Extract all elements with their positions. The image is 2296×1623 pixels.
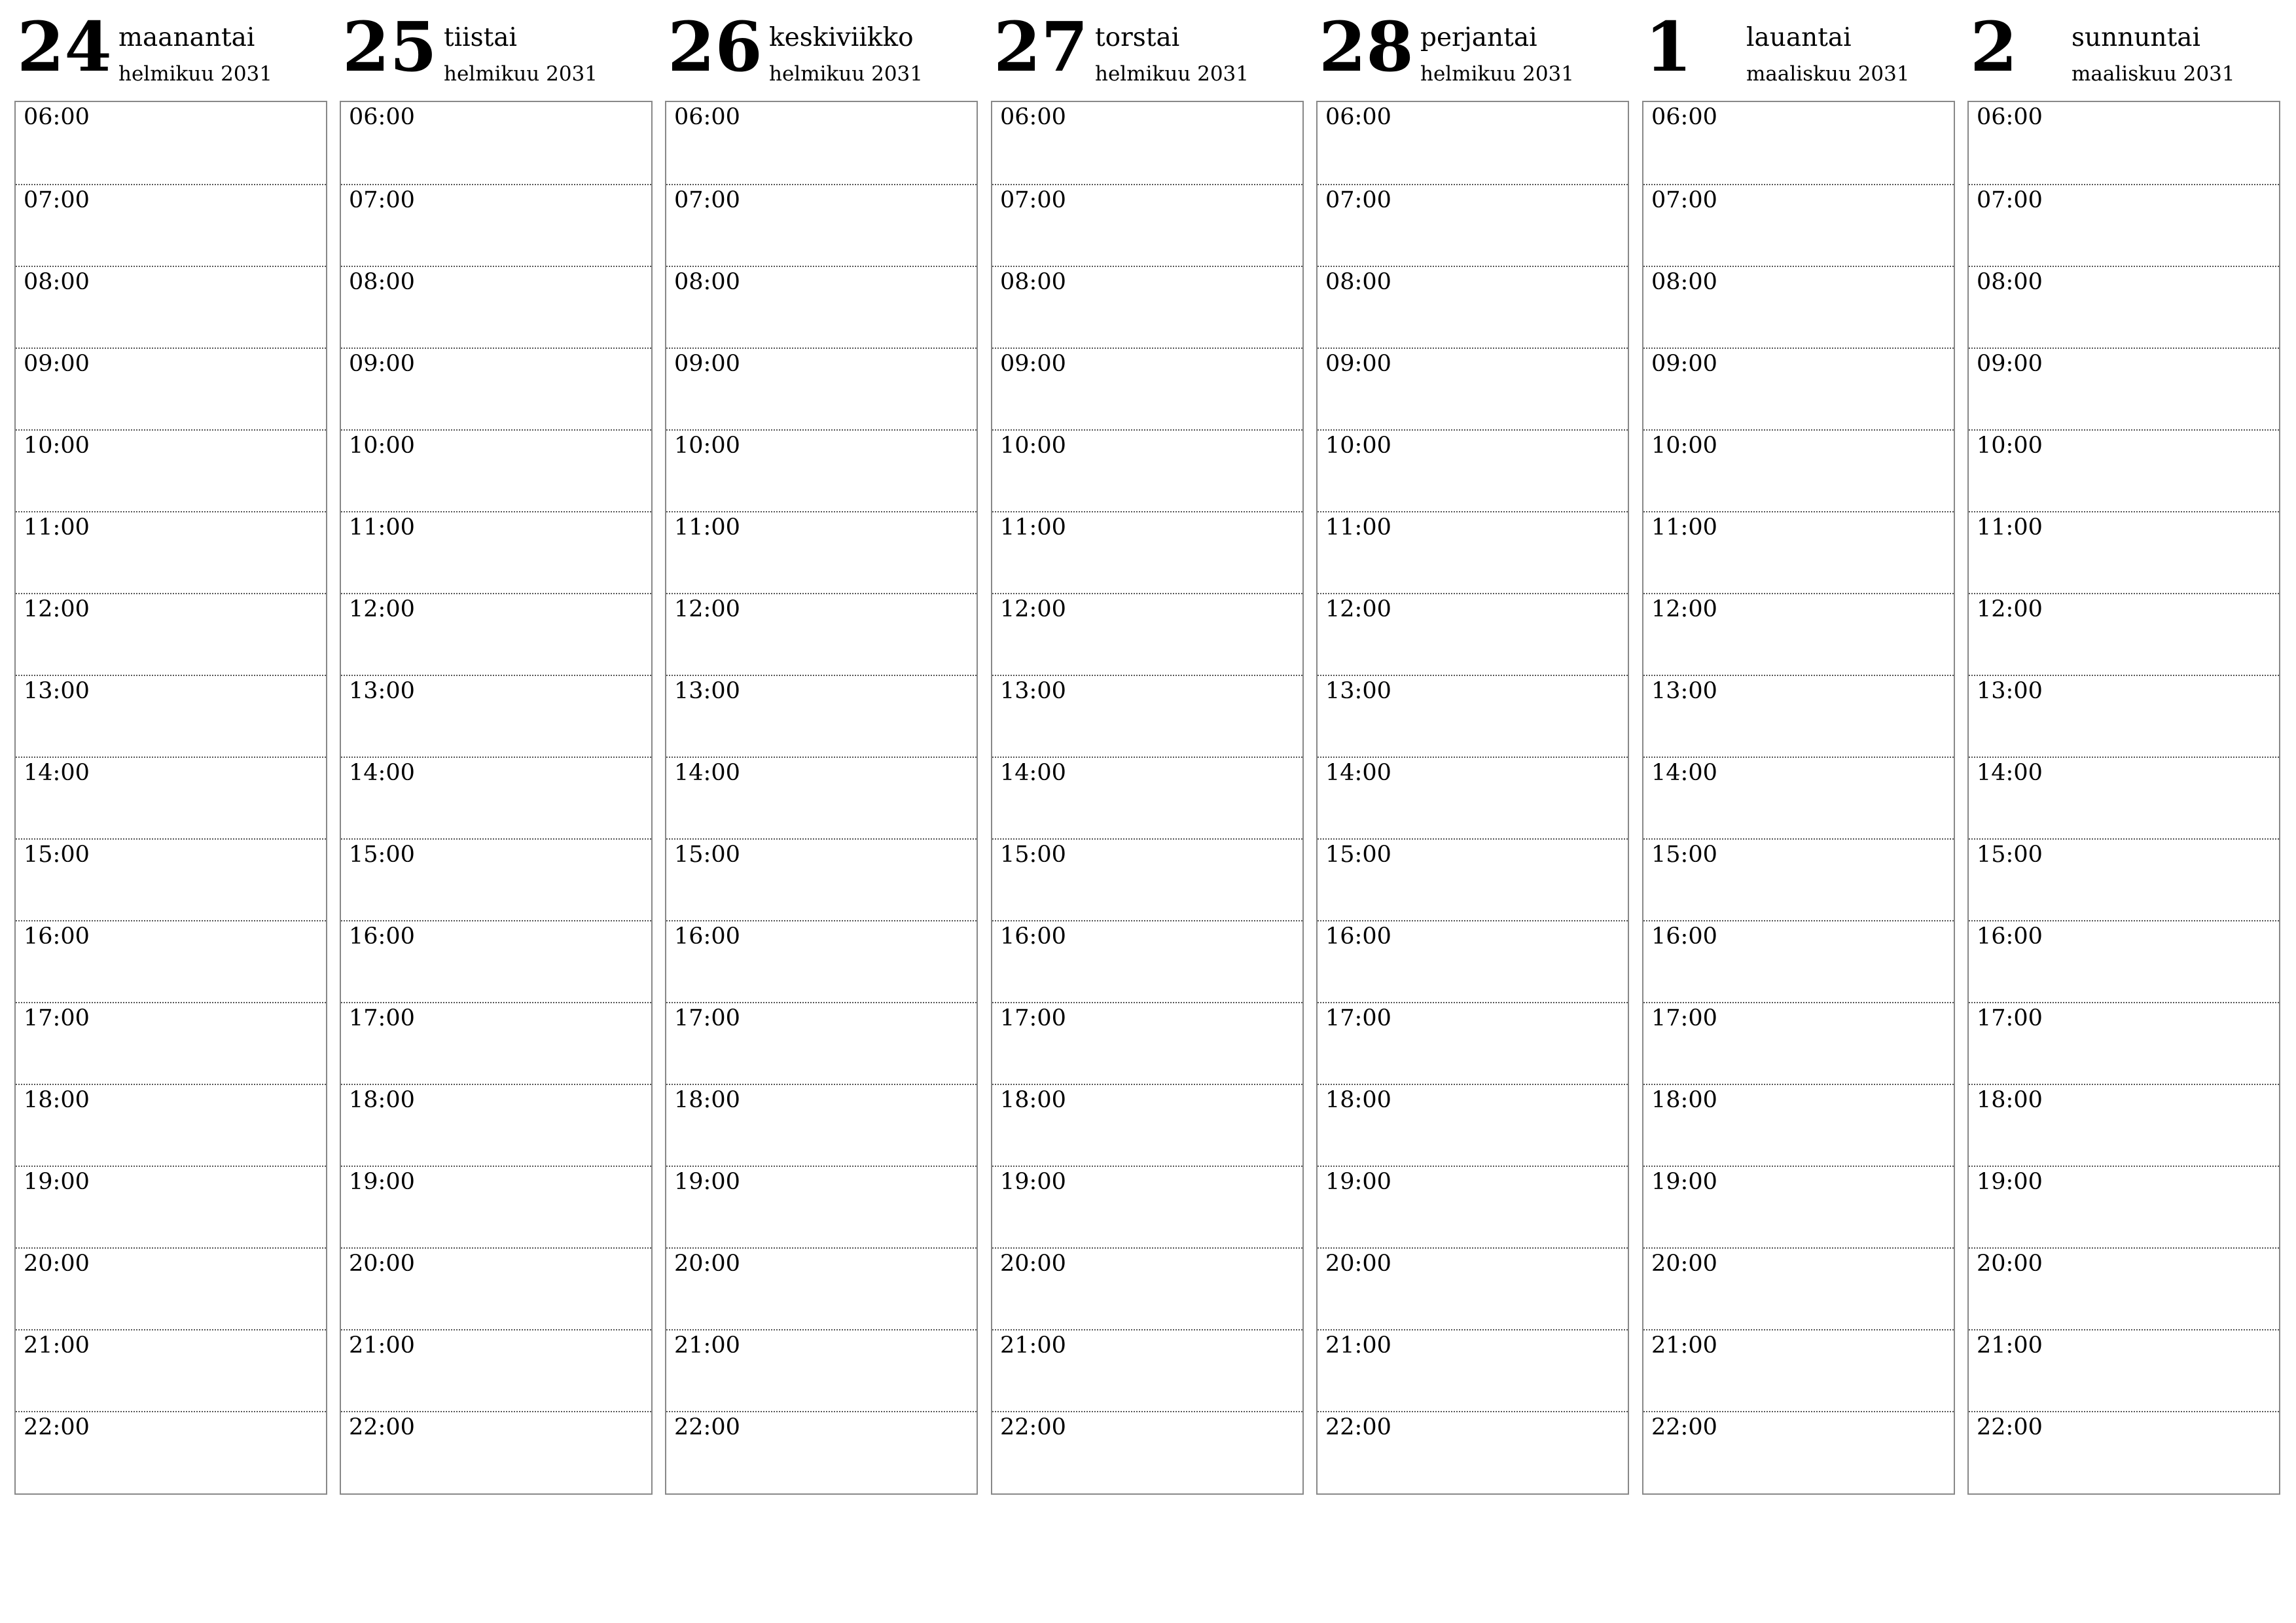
time-slot[interactable] bbox=[1318, 757, 1628, 838]
time-slot[interactable] bbox=[666, 429, 977, 511]
time-label: 09:00 bbox=[349, 351, 415, 377]
time-label: 19:00 bbox=[349, 1169, 415, 1195]
time-slot[interactable] bbox=[1318, 1247, 1628, 1329]
time-slot[interactable] bbox=[1969, 266, 2279, 348]
time-slot[interactable] bbox=[341, 1329, 651, 1411]
time-label: 22:00 bbox=[674, 1414, 740, 1440]
time-slot[interactable] bbox=[16, 1084, 326, 1166]
time-slot[interactable] bbox=[1318, 1166, 1628, 1247]
time-label: 16:00 bbox=[349, 923, 415, 950]
time-label: 13:00 bbox=[349, 678, 415, 704]
day-number: 28 bbox=[1319, 7, 1414, 87]
day-header bbox=[1316, 0, 1629, 98]
time-label: 20:00 bbox=[349, 1251, 415, 1277]
time-slot[interactable] bbox=[341, 429, 651, 511]
time-label: 10:00 bbox=[24, 433, 90, 459]
day-number: 2 bbox=[1970, 7, 2018, 87]
time-label: 06:00 bbox=[1977, 104, 2043, 130]
time-slot[interactable] bbox=[16, 593, 326, 675]
time-label: 07:00 bbox=[674, 187, 740, 213]
time-label: 10:00 bbox=[674, 433, 740, 459]
time-slot[interactable] bbox=[992, 102, 1302, 184]
time-label: 17:00 bbox=[674, 1005, 740, 1031]
time-label: 07:00 bbox=[1325, 187, 1391, 213]
time-slot[interactable] bbox=[341, 1166, 651, 1247]
time-label: 08:00 bbox=[1977, 269, 2043, 295]
time-slot[interactable] bbox=[666, 593, 977, 675]
time-slot[interactable] bbox=[341, 511, 651, 593]
time-slot[interactable] bbox=[666, 675, 977, 757]
time-slot[interactable] bbox=[341, 184, 651, 266]
time-label: 06:00 bbox=[1651, 104, 1717, 130]
time-label: 12:00 bbox=[349, 596, 415, 622]
time-slot[interactable] bbox=[341, 102, 651, 184]
time-slot[interactable] bbox=[341, 1084, 651, 1166]
time-slot[interactable] bbox=[1318, 429, 1628, 511]
time-label: 09:00 bbox=[1977, 351, 2043, 377]
time-label: 18:00 bbox=[1977, 1087, 2043, 1113]
time-label: 20:00 bbox=[674, 1251, 740, 1277]
time-label: 09:00 bbox=[1325, 351, 1391, 377]
day-month: helmikuu 2031 bbox=[769, 62, 923, 86]
time-slot[interactable] bbox=[992, 1084, 1302, 1166]
time-label: 15:00 bbox=[674, 842, 740, 868]
time-label: 13:00 bbox=[674, 678, 740, 704]
time-label: 21:00 bbox=[1000, 1332, 1066, 1359]
time-label: 14:00 bbox=[1651, 760, 1717, 786]
time-label: 14:00 bbox=[674, 760, 740, 786]
time-slot[interactable] bbox=[341, 838, 651, 920]
time-label: 07:00 bbox=[24, 187, 90, 213]
time-label: 06:00 bbox=[24, 104, 90, 130]
time-label: 06:00 bbox=[1325, 104, 1391, 130]
time-slot[interactable] bbox=[1318, 675, 1628, 757]
time-slot[interactable] bbox=[1969, 348, 2279, 429]
time-label: 12:00 bbox=[1325, 596, 1391, 622]
time-slot[interactable] bbox=[1643, 920, 1954, 1002]
time-slot[interactable] bbox=[1643, 1166, 1954, 1247]
day-month: helmikuu 2031 bbox=[1095, 62, 1249, 86]
time-slot[interactable] bbox=[16, 266, 326, 348]
time-label: 18:00 bbox=[1325, 1087, 1391, 1113]
time-label: 07:00 bbox=[349, 187, 415, 213]
time-slot[interactable] bbox=[16, 920, 326, 1002]
day-name: torstai bbox=[1095, 23, 1180, 52]
time-slot[interactable] bbox=[666, 1002, 977, 1084]
time-label: 19:00 bbox=[1000, 1169, 1066, 1195]
time-label: 21:00 bbox=[24, 1332, 90, 1359]
time-label: 06:00 bbox=[1000, 104, 1066, 130]
time-slot[interactable] bbox=[341, 757, 651, 838]
time-label: 21:00 bbox=[1977, 1332, 2043, 1359]
time-label: 13:00 bbox=[1651, 678, 1717, 704]
time-label: 22:00 bbox=[1325, 1414, 1391, 1440]
day-month: helmikuu 2031 bbox=[1420, 62, 1574, 86]
time-slot[interactable] bbox=[1643, 1084, 1954, 1166]
time-slot[interactable] bbox=[992, 511, 1302, 593]
day-name: maanantai bbox=[118, 23, 255, 52]
time-slot[interactable] bbox=[341, 1002, 651, 1084]
time-slot[interactable] bbox=[16, 102, 326, 184]
time-label: 11:00 bbox=[1000, 514, 1066, 541]
time-label: 20:00 bbox=[1977, 1251, 2043, 1277]
time-slot[interactable] bbox=[666, 1247, 977, 1329]
time-slot[interactable] bbox=[666, 1329, 977, 1411]
time-slot[interactable] bbox=[16, 1329, 326, 1411]
day-header bbox=[1967, 0, 2280, 98]
time-label: 20:00 bbox=[1651, 1251, 1717, 1277]
time-label: 15:00 bbox=[24, 842, 90, 868]
time-slot[interactable] bbox=[1643, 266, 1954, 348]
time-slot[interactable] bbox=[1969, 593, 2279, 675]
time-label: 17:00 bbox=[1977, 1005, 2043, 1031]
day-name: sunnuntai bbox=[2072, 23, 2200, 52]
time-slot[interactable] bbox=[666, 102, 977, 184]
time-label: 19:00 bbox=[1325, 1169, 1391, 1195]
time-label: 20:00 bbox=[24, 1251, 90, 1277]
time-label: 11:00 bbox=[1651, 514, 1717, 541]
time-slot[interactable] bbox=[341, 1247, 651, 1329]
time-label: 08:00 bbox=[1325, 269, 1391, 295]
time-label: 11:00 bbox=[24, 514, 90, 541]
time-label: 18:00 bbox=[1000, 1087, 1066, 1113]
time-label: 16:00 bbox=[674, 923, 740, 950]
time-slot[interactable] bbox=[341, 1411, 651, 1493]
time-label: 08:00 bbox=[1651, 269, 1717, 295]
day-month: helmikuu 2031 bbox=[444, 62, 598, 86]
time-slot[interactable] bbox=[1969, 429, 2279, 511]
time-slot[interactable] bbox=[1969, 838, 2279, 920]
time-slot[interactable] bbox=[1318, 1084, 1628, 1166]
time-slot[interactable] bbox=[992, 1247, 1302, 1329]
time-label: 09:00 bbox=[1651, 351, 1717, 377]
day-month: helmikuu 2031 bbox=[118, 62, 272, 86]
time-label: 10:00 bbox=[1000, 433, 1066, 459]
time-slot[interactable] bbox=[1643, 1002, 1954, 1084]
time-slot[interactable] bbox=[666, 920, 977, 1002]
time-slot[interactable] bbox=[1318, 184, 1628, 266]
time-label: 16:00 bbox=[1325, 923, 1391, 950]
time-label: 10:00 bbox=[1651, 433, 1717, 459]
time-slot[interactable] bbox=[1318, 1329, 1628, 1411]
time-slot[interactable] bbox=[992, 838, 1302, 920]
time-label: 18:00 bbox=[1651, 1087, 1717, 1113]
time-slot[interactable] bbox=[1643, 102, 1954, 184]
time-label: 12:00 bbox=[1000, 596, 1066, 622]
time-slot[interactable] bbox=[1318, 1411, 1628, 1493]
time-slot[interactable] bbox=[1643, 1329, 1954, 1411]
time-label: 12:00 bbox=[674, 596, 740, 622]
time-slot[interactable] bbox=[1969, 757, 2279, 838]
time-slot[interactable] bbox=[992, 757, 1302, 838]
time-label: 11:00 bbox=[674, 514, 740, 541]
day-schedule-box bbox=[1316, 101, 1629, 1495]
day-schedule-box bbox=[14, 101, 327, 1495]
time-slot[interactable] bbox=[992, 429, 1302, 511]
time-slot[interactable] bbox=[1318, 102, 1628, 184]
time-label: 15:00 bbox=[1325, 842, 1391, 868]
day-name: keskiviikko bbox=[769, 23, 914, 52]
time-slot[interactable] bbox=[341, 348, 651, 429]
time-label: 17:00 bbox=[1000, 1005, 1066, 1031]
time-label: 16:00 bbox=[1000, 923, 1066, 950]
time-label: 13:00 bbox=[24, 678, 90, 704]
time-slot[interactable] bbox=[1969, 675, 2279, 757]
time-label: 18:00 bbox=[349, 1087, 415, 1113]
time-slot[interactable] bbox=[666, 511, 977, 593]
time-slot[interactable] bbox=[1643, 675, 1954, 757]
time-slot[interactable] bbox=[666, 838, 977, 920]
time-slot[interactable] bbox=[1643, 1247, 1954, 1329]
day-schedule-box bbox=[991, 101, 1304, 1495]
day-header bbox=[340, 0, 653, 98]
time-slot[interactable] bbox=[341, 593, 651, 675]
time-slot[interactable] bbox=[992, 675, 1302, 757]
time-label: 22:00 bbox=[349, 1414, 415, 1440]
day-name: perjantai bbox=[1420, 23, 1537, 52]
time-slot[interactable] bbox=[666, 1084, 977, 1166]
day-schedule-box bbox=[665, 101, 978, 1495]
time-slot[interactable] bbox=[992, 266, 1302, 348]
time-label: 08:00 bbox=[1000, 269, 1066, 295]
time-slot[interactable] bbox=[341, 675, 651, 757]
time-slot[interactable] bbox=[1318, 266, 1628, 348]
time-label: 21:00 bbox=[1325, 1332, 1391, 1359]
time-slot[interactable] bbox=[1643, 1411, 1954, 1493]
day-schedule-box bbox=[1642, 101, 1955, 1495]
time-slot[interactable] bbox=[992, 920, 1302, 1002]
time-label: 17:00 bbox=[1651, 1005, 1717, 1031]
time-label: 07:00 bbox=[1000, 187, 1066, 213]
time-slot[interactable] bbox=[1643, 348, 1954, 429]
time-slot[interactable] bbox=[1318, 1002, 1628, 1084]
time-slot[interactable] bbox=[16, 348, 326, 429]
time-label: 09:00 bbox=[1000, 351, 1066, 377]
time-slot[interactable] bbox=[1318, 838, 1628, 920]
time-label: 20:00 bbox=[1325, 1251, 1391, 1277]
day-schedule-box bbox=[340, 101, 653, 1495]
time-slot[interactable] bbox=[1643, 511, 1954, 593]
time-label: 11:00 bbox=[349, 514, 415, 541]
time-slot[interactable] bbox=[666, 1166, 977, 1247]
time-label: 19:00 bbox=[674, 1169, 740, 1195]
time-slot[interactable] bbox=[1643, 838, 1954, 920]
day-number: 24 bbox=[17, 7, 112, 87]
day-schedule-box bbox=[1967, 101, 2280, 1495]
time-label: 10:00 bbox=[349, 433, 415, 459]
time-label: 06:00 bbox=[674, 104, 740, 130]
day-header bbox=[665, 0, 978, 98]
time-slot[interactable] bbox=[992, 1411, 1302, 1493]
time-slot[interactable] bbox=[16, 1411, 326, 1493]
time-slot[interactable] bbox=[341, 920, 651, 1002]
time-slot[interactable] bbox=[341, 266, 651, 348]
time-label: 19:00 bbox=[1651, 1169, 1717, 1195]
time-slot[interactable] bbox=[1969, 511, 2279, 593]
time-slot[interactable] bbox=[16, 429, 326, 511]
time-label: 08:00 bbox=[674, 269, 740, 295]
time-label: 14:00 bbox=[1325, 760, 1391, 786]
time-label: 17:00 bbox=[349, 1005, 415, 1031]
time-label: 17:00 bbox=[1325, 1005, 1391, 1031]
time-label: 15:00 bbox=[1651, 842, 1717, 868]
time-slot[interactable] bbox=[16, 838, 326, 920]
time-slot[interactable] bbox=[1969, 184, 2279, 266]
time-label: 19:00 bbox=[24, 1169, 90, 1195]
time-label: 09:00 bbox=[674, 351, 740, 377]
time-label: 20:00 bbox=[1000, 1251, 1066, 1277]
time-slot[interactable] bbox=[992, 184, 1302, 266]
time-slot[interactable] bbox=[16, 184, 326, 266]
day-header bbox=[14, 0, 327, 98]
time-slot[interactable] bbox=[1643, 593, 1954, 675]
day-name: lauantai bbox=[1746, 23, 1852, 52]
time-label: 22:00 bbox=[1000, 1414, 1066, 1440]
day-number: 1 bbox=[1645, 7, 1693, 87]
time-label: 14:00 bbox=[1977, 760, 2043, 786]
time-label: 16:00 bbox=[1651, 923, 1717, 950]
time-label: 06:00 bbox=[349, 104, 415, 130]
time-slot[interactable] bbox=[666, 348, 977, 429]
time-slot[interactable] bbox=[16, 1166, 326, 1247]
time-slot[interactable] bbox=[1969, 1329, 2279, 1411]
time-slot[interactable] bbox=[666, 757, 977, 838]
time-slot[interactable] bbox=[1969, 1247, 2279, 1329]
time-slot[interactable] bbox=[1969, 1166, 2279, 1247]
time-label: 14:00 bbox=[349, 760, 415, 786]
time-label: 16:00 bbox=[24, 923, 90, 950]
time-slot[interactable] bbox=[16, 1247, 326, 1329]
day-number: 25 bbox=[342, 7, 437, 87]
time-slot[interactable] bbox=[992, 1329, 1302, 1411]
time-label: 13:00 bbox=[1977, 678, 2043, 704]
time-label: 22:00 bbox=[24, 1414, 90, 1440]
time-slot[interactable] bbox=[1643, 184, 1954, 266]
time-slot[interactable] bbox=[992, 1166, 1302, 1247]
time-label: 13:00 bbox=[1325, 678, 1391, 704]
time-slot[interactable] bbox=[1969, 920, 2279, 1002]
time-label: 22:00 bbox=[1977, 1414, 2043, 1440]
time-label: 08:00 bbox=[349, 269, 415, 295]
time-slot[interactable] bbox=[1969, 102, 2279, 184]
time-slot[interactable] bbox=[992, 593, 1302, 675]
time-label: 21:00 bbox=[349, 1332, 415, 1359]
time-label: 12:00 bbox=[1651, 596, 1717, 622]
time-label: 07:00 bbox=[1651, 187, 1717, 213]
day-header bbox=[1642, 0, 1955, 98]
time-slot[interactable] bbox=[16, 675, 326, 757]
time-label: 13:00 bbox=[1000, 678, 1066, 704]
day-number: 26 bbox=[668, 7, 762, 87]
time-label: 08:00 bbox=[24, 269, 90, 295]
time-slot[interactable] bbox=[666, 1411, 977, 1493]
time-slot[interactable] bbox=[16, 757, 326, 838]
time-slot[interactable] bbox=[992, 348, 1302, 429]
day-number: 27 bbox=[994, 7, 1088, 87]
time-label: 19:00 bbox=[1977, 1169, 2043, 1195]
time-slot[interactable] bbox=[1643, 757, 1954, 838]
time-label: 14:00 bbox=[1000, 760, 1066, 786]
time-slot[interactable] bbox=[1969, 1411, 2279, 1493]
time-label: 14:00 bbox=[24, 760, 90, 786]
time-label: 16:00 bbox=[1977, 923, 2043, 950]
time-label: 22:00 bbox=[1651, 1414, 1717, 1440]
time-slot[interactable] bbox=[16, 1002, 326, 1084]
time-label: 11:00 bbox=[1325, 514, 1391, 541]
time-label: 11:00 bbox=[1977, 514, 2043, 541]
time-label: 15:00 bbox=[1000, 842, 1066, 868]
time-slot[interactable] bbox=[1318, 348, 1628, 429]
time-label: 10:00 bbox=[1977, 433, 2043, 459]
time-label: 15:00 bbox=[349, 842, 415, 868]
time-label: 21:00 bbox=[1651, 1332, 1717, 1359]
time-label: 15:00 bbox=[1977, 842, 2043, 868]
time-slot[interactable] bbox=[1969, 1002, 2279, 1084]
time-label: 21:00 bbox=[674, 1332, 740, 1359]
time-label: 09:00 bbox=[24, 351, 90, 377]
time-slot[interactable] bbox=[16, 511, 326, 593]
time-label: 12:00 bbox=[1977, 596, 2043, 622]
time-slot[interactable] bbox=[666, 266, 977, 348]
time-slot[interactable] bbox=[1969, 1084, 2279, 1166]
time-slot[interactable] bbox=[1643, 429, 1954, 511]
time-label: 17:00 bbox=[24, 1005, 90, 1031]
time-slot[interactable] bbox=[1318, 920, 1628, 1002]
time-label: 18:00 bbox=[674, 1087, 740, 1113]
day-header bbox=[991, 0, 1304, 98]
time-slot[interactable] bbox=[666, 184, 977, 266]
time-slot[interactable] bbox=[1318, 593, 1628, 675]
time-label: 07:00 bbox=[1977, 187, 2043, 213]
time-label: 18:00 bbox=[24, 1087, 90, 1113]
day-month: maaliskuu 2031 bbox=[2072, 62, 2235, 86]
time-label: 10:00 bbox=[1325, 433, 1391, 459]
day-name: tiistai bbox=[444, 23, 518, 52]
time-slot[interactable] bbox=[992, 1002, 1302, 1084]
time-slot[interactable] bbox=[1318, 511, 1628, 593]
day-month: maaliskuu 2031 bbox=[1746, 62, 1910, 86]
time-label: 12:00 bbox=[24, 596, 90, 622]
